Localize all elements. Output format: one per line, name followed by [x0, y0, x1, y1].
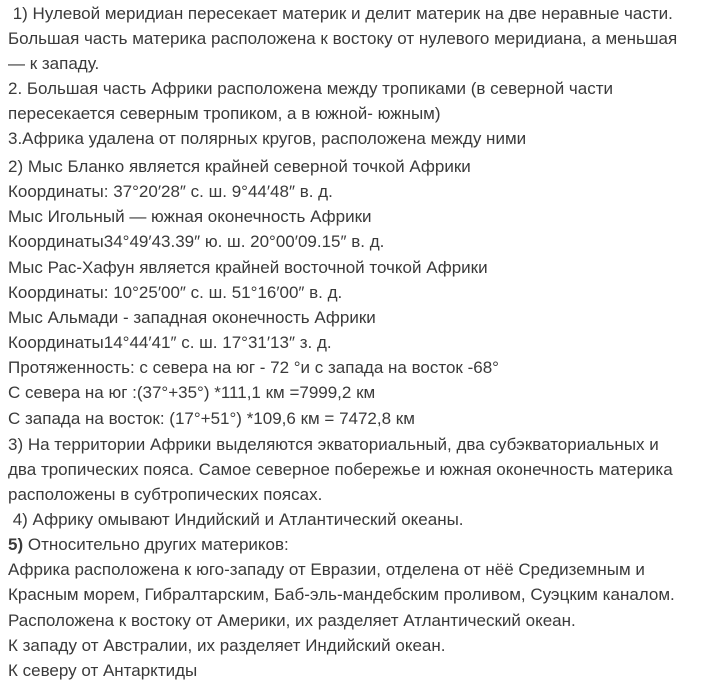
text-line-26: К западу от Австралии, их разделяет Индийский океан. [8, 636, 446, 655]
text-line-15: Протяженность: с севера на юг - 72 °и с запада на восток -68° [8, 358, 499, 377]
text-line-12: Координаты: 10°25′00″ с. ш. 51°16′00″ в. д. [8, 283, 343, 302]
text-line-17: С запада на восток: (17°+51°) *109,6 км = 7472,8 км [8, 409, 415, 428]
text-line-21: 4) Африку омывают Индийский и Атлантический океаны. [8, 510, 464, 529]
text-line-9: Мыс Игольный — южная оконечность Африки [8, 207, 372, 226]
text-line-6: 3.Африка удалена от полярных кругов, расположена между ними [8, 129, 527, 148]
text-line-10: Координаты34°49′43.39″ ю. ш. 20°00′09.15″ в. д. [8, 232, 385, 251]
text-line-22-body: Относительно других материков: [27, 535, 289, 554]
text-line-14: Координаты14°44′41″ с. ш. 17°31′13″ з. д. [8, 333, 332, 352]
text-line-23: Африка расположена к юго-западу от Евразии, отделена от нёё Средиземным и [8, 560, 645, 579]
text-line-24: Красным морем, Гибралтарским, Баб-эль-мандебским проливом, Суэцким каналом. [8, 585, 675, 604]
text-line-11: Мыс Рас-Хафун является крайней восточной точкой Африки [8, 258, 488, 277]
text-line-27: К северу от Антарктиды [8, 661, 198, 680]
text-line-4: 2. Большая часть Африки расположена между тропиками (в северной части [8, 79, 614, 98]
text-line-2: Большая часть материка расположена к востоку от нулевого меридиана, а меньшая [8, 29, 678, 48]
text-line-13: Мыс Альмади - западная оконечность Африки [8, 308, 376, 327]
text-line-5: пересекается северным тропиком, а в южной- южным) [8, 104, 441, 123]
text-line-19: два тропических пояса. Самое северное побережье и южная оконечность материка [8, 460, 673, 479]
text-line-18: 3) На территории Африки выделяются экваториальный, два субэкваториальных и [8, 435, 659, 454]
text-line-20: расположены в субтропических поясах. [8, 485, 323, 504]
text-line-3: — к западу. [8, 54, 100, 73]
text-line-16: С севера на юг :(37°+35°) *111,1 км =7999,2 км [8, 383, 376, 402]
text-line-7: 2) Мыс Бланко является крайней северной точкой Африки [8, 157, 471, 176]
text-line-22 [8, 534, 289, 556]
text-line-8: Координаты: 37°20′28″ с. ш. 9°44′48″ в. д. [8, 182, 333, 201]
section-number-5: 5) [8, 535, 24, 554]
text-line-25: Расположена к востоку от Америки, их разделяет Атлантический океан. [8, 611, 576, 630]
text-line-1: 1) Нулевой меридиан пересекает материк и делит материк на две неравные части. [8, 4, 673, 23]
